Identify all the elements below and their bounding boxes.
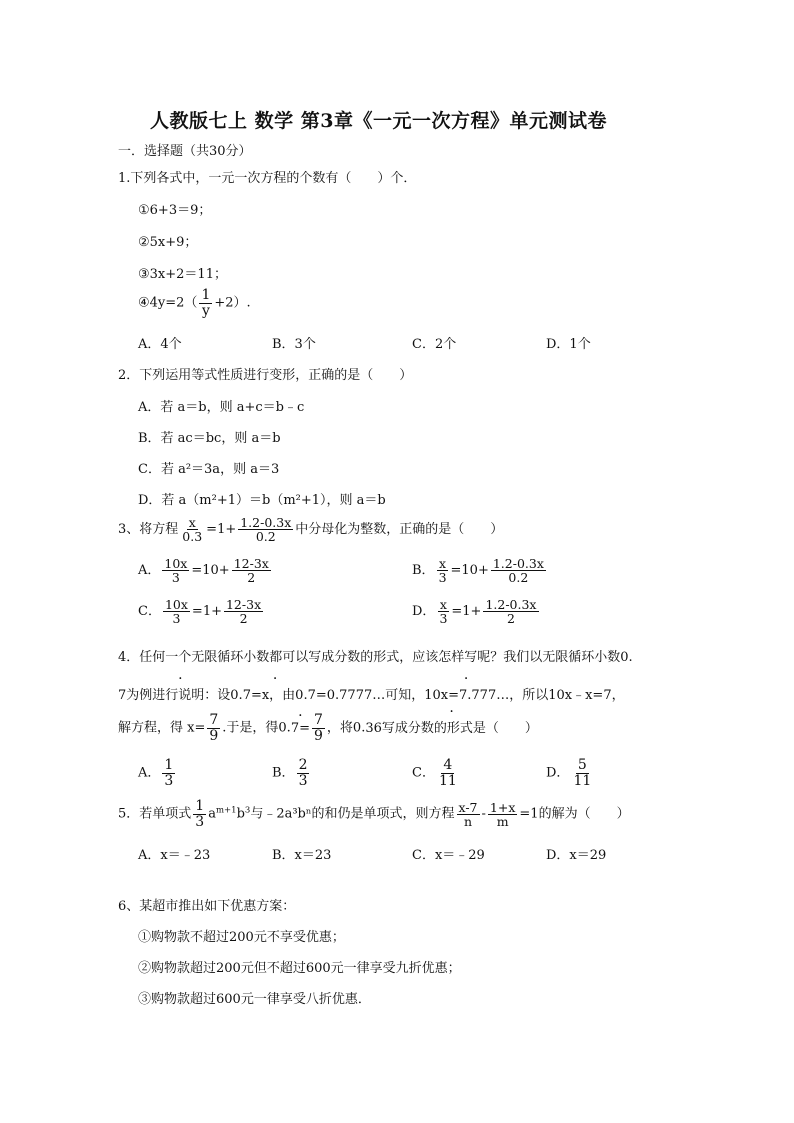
option-b[interactable]: B．x＝23	[272, 848, 332, 863]
fraction: $\frac{2}{3}$	[298, 757, 308, 789]
page-title: 人教版七上 数学 第3章《一元一次方程》单元测试卷	[150, 110, 607, 132]
option-d[interactable]: D． $\frac{x}{3}$ =1+ $\frac{1.2-0.3x}{2}$	[412, 597, 537, 627]
question-2-stem: 2．下列运用等式性质进行变形，正确的是（ ）	[118, 368, 413, 383]
option-b[interactable]: B． $\frac{x}{3}$ =10+ $\frac{1.2-0.3x}{0.2}$	[412, 556, 544, 586]
fraction: $\frac{7}{9}$	[314, 712, 323, 744]
question-4-line: 4．任何一个无限循环小数都可以写成分数的形式，应该怎样写呢？我们以无限循环小数0.	[118, 650, 633, 665]
question-4-line: 解方程，得 x= $\frac{7}{9}$ .于是，得0.· 7= $\frac{7}{9}$ ，将0.· 36写成分数的形式是（ ）	[118, 713, 538, 743]
option-c[interactable]: C． $\frac{4}{11}$	[412, 757, 457, 789]
question-1-item: ①6+3＝9；	[138, 203, 212, 218]
option-c[interactable]: C． $\frac{10x}{3}$ =1+ $\frac{12-3x}{2}$	[138, 597, 262, 627]
question-1-item: ②5x+9；	[138, 235, 198, 250]
option-a[interactable]: A．若 a＝b，则 a+c＝b﹣c	[138, 400, 305, 415]
option-d[interactable]: D．1个	[546, 337, 591, 352]
fraction: $\frac{1.2-0.3x}{0.2}$	[240, 515, 292, 545]
option-b[interactable]: B．若 ac＝bc，则 a＝b	[138, 431, 281, 446]
repeating-digit: · 7=x，由0.	[243, 684, 308, 703]
option-b[interactable]: B． $\frac{2}{3}$	[272, 757, 308, 789]
question-6-stem: 6、某超市推出如下优惠方案：	[118, 899, 296, 914]
option-c[interactable]: C．2个	[412, 337, 457, 352]
question-1-stem: 1.下列各式中，一元一次方程的个数有（ ）个．	[118, 171, 417, 186]
option-b[interactable]: B．3个	[272, 337, 316, 352]
fraction: $\frac{4}{11}$	[438, 757, 457, 789]
option-a[interactable]: A．4个	[138, 337, 182, 352]
fraction: $\frac{12-3x}{2}$	[225, 597, 262, 627]
fraction: $\frac{12-3x}{2}$	[233, 556, 269, 586]
fraction: $\frac{1.2-0.3x}{0.2}$	[492, 556, 544, 586]
option-d[interactable]: D． $\frac{5}{11}$	[546, 757, 592, 789]
fraction: $\frac{x}{3}$	[438, 556, 447, 586]
fraction: $\frac{10x}{3}$	[164, 597, 188, 627]
option-d[interactable]: D．若 a（m²+1）＝b（m²+1），则 a＝b	[138, 493, 386, 508]
question-1-item: ③3x+2＝11；	[138, 267, 227, 282]
section-heading: 一．选择题（共30分）	[118, 144, 252, 159]
option-c[interactable]: C．x＝﹣29	[412, 848, 485, 863]
option-c[interactable]: C．若 a²＝3a，则 a＝3	[138, 462, 280, 477]
question-6-item: ①购物款不超过200元不享受优惠；	[138, 930, 345, 945]
fraction: $\frac{1+x}{m}$	[489, 799, 516, 829]
fraction: $\frac{x}{3}$	[439, 597, 448, 627]
option-a[interactable]: A． $\frac{1}{3}$	[138, 757, 174, 789]
fraction: $\frac{10x}{3}$	[164, 556, 188, 586]
question-1-item-4: ④4y=2（ $\frac{1}{y}$ +2）.	[138, 287, 251, 319]
fraction: $\frac{1}{3}$	[195, 798, 205, 830]
fraction: $\frac{1}{y}$	[201, 287, 211, 319]
repeating-digit: · 7为例进行说明：设0.	[118, 684, 243, 703]
fraction: $\frac{7}{9}$	[209, 712, 219, 744]
option-a[interactable]: A．x＝﹣23	[138, 848, 211, 863]
fraction: $\frac{x}{0.3}$	[182, 515, 203, 545]
question-6-item: ③购物款超过600元一律享受八折优惠．	[138, 992, 371, 1007]
question-4-line	[118, 684, 625, 703]
question-6-item: ②购物款超过200元但不超过600元一律享受九折优惠；	[138, 961, 461, 976]
repeating-digit: · 7=0.7777…可知，10x=7.777…，所以10x﹣x=7，	[308, 684, 625, 703]
fraction: $\frac{1.2-0.3x}{2}$	[485, 597, 537, 627]
fraction: $\frac{x-7}{n}$	[458, 799, 478, 829]
repeating-digit: · 7=	[291, 721, 310, 736]
repeating-digit: · 36写成分数的形式是（ ）	[365, 717, 538, 736]
question-5-stem: 5．若单项式 $\frac{1}{3}$ $a^{m+1}b^3$与﹣2a³bⁿ的和仍是单项式，则方程 $\frac{x-7}{n}$ - $\frac{1+x}{m}$ =1的解为（ ）	[118, 798, 630, 830]
option-d[interactable]: D．x＝29	[546, 848, 607, 863]
question-3-stem: 3、将方程 $\frac{x}{0.3}$ =1+ $\frac{1.2-0.3x}{0.2}$ 中分母化为整数，正确的是（ ）	[118, 515, 504, 545]
fraction: $\frac{1}{3}$	[164, 757, 174, 789]
fraction: $\frac{5}{11}$	[573, 757, 592, 789]
option-a[interactable]: A． $\frac{10x}{3}$ =10+ $\frac{12-3x}{2}$	[138, 556, 269, 586]
